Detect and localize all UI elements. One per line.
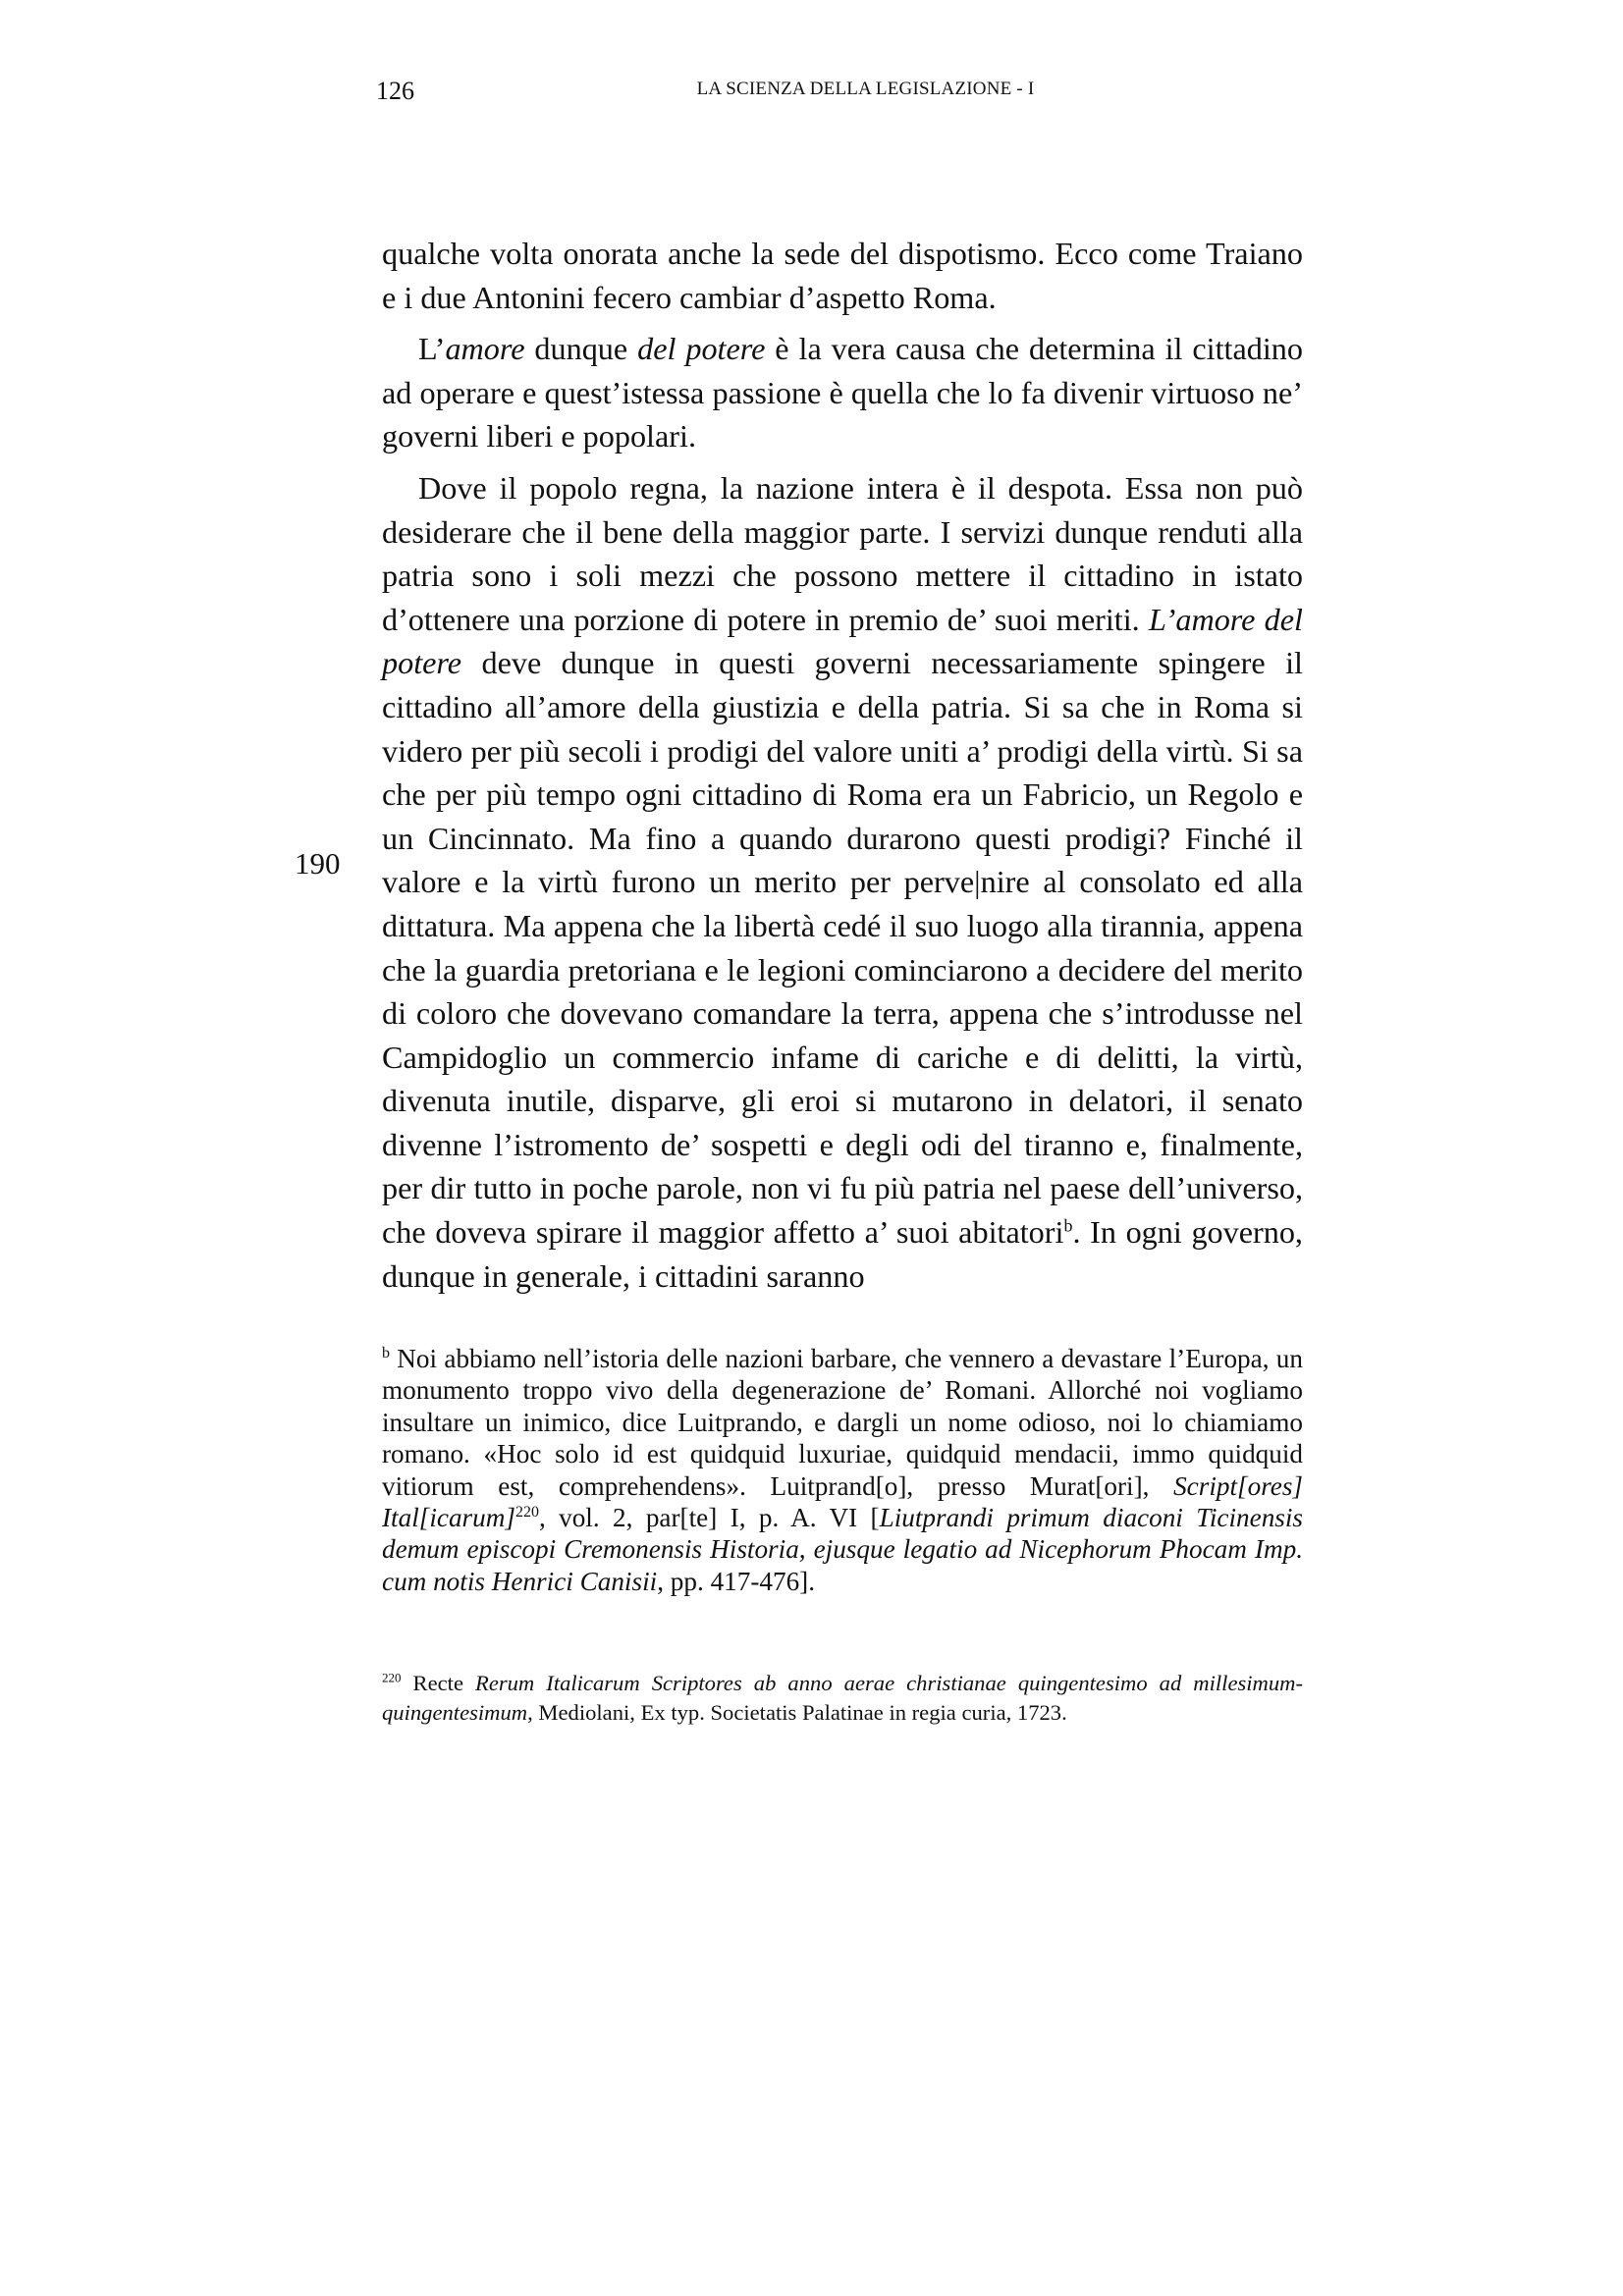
footnote-b-italic-1: Script[ores] Ital[icarum]	[382, 1470, 1303, 1533]
footnote-b-t3: , pp. 417-476].	[657, 1566, 816, 1596]
footnote-b-marker: b	[382, 1344, 390, 1362]
footnote-b-t2: , vol. 2, par[te] I, p. A. VI [	[538, 1503, 880, 1533]
p3-text-b: deve dunque in questi governi necessariamente spingere il cittadino all’amore della giustizia e della patria. Si sa che in Roma si videro per più secoli i prodigi del valore uniti a’ prodigi della virtù. Si sa che per più tempo ogni cittadino di Roma era un Fabricio, un Regolo e un Cincinnato. Ma fino a quando durarono questi prodigi? Finché il valore e la virtù furono un merito per perve|nire al consolato ed alla dittatura. Ma appena che la libertà cedé il suo luogo alla tirannia, appena che la guardia pretoriana e le legioni cominciarono a decidere del merito di coloro che dovevano comandare la terra, appena che s’introdusse nel Campidoglio un commercio infame di cariche e di delitti, la virtù, divenuta inutile, disparve, gli eroi si mutarono in delatori, il senato divenne l’istromento de’ sospetti e degli odi del tiranno e, finalmente, per dir tutto in poche parole, non vi fu più patria nel paese dell’universo, che doveva spirare il maggior affetto a’ suoi abitatori	[382, 645, 1303, 1251]
page-number: 126	[376, 77, 414, 105]
editorial-note-220	[382, 1669, 1303, 1728]
paragraph-1: qualche volta onorata anche la sede del dispotismo. Ecco come Traiano e i due Antonini fecero cambiar d’aspetto Roma.	[382, 236, 1303, 315]
editorial-note-marker: 220	[382, 1670, 402, 1685]
footnote-b-italic-2: Liutprandi primum diaconi Ticinensis demum episcopi Cremonensis Historia, ejusque legatio ad Nicephorum Phocam Imp. cum notis Henrici Canisii	[382, 1503, 1303, 1596]
main-text	[382, 232, 1303, 1298]
footnote-b-t1: Noi abbiamo nell’istoria delle nazioni barbare, che vennero a devastare l’Europa, un monumento troppo vivo della degenerazione de’ Romani. Allorché noi vogliamo insultare un inimico, dice Luitprando, e dargli un nome odioso, noi lo chiamiamo romano. «Hoc solo id est quidquid luxuriae, quidquid mendacii, immo quidquid vitiorum est, comprehendens». Luitprand[o], presso Murat[ori],	[382, 1344, 1303, 1501]
p2-text-a: L’	[418, 331, 446, 367]
p2-italic-del-potere: del potere	[637, 331, 766, 367]
editorial-note-t2: , Mediolani, Ex typ. Societatis Palatinae in regia curia, 1723.	[527, 1700, 1067, 1725]
footnote-b	[382, 1343, 1303, 1597]
editorial-note-italic: Rerum Italicarum Scriptores ab anno aerae christianae quingentesimo ad millesimum-quingentesimum	[382, 1671, 1303, 1725]
paragraph-2	[382, 327, 1303, 458]
margin-page-reference: 190	[295, 846, 341, 881]
p3-italic-amore-del-potere: L’amore del potere	[382, 601, 1303, 681]
p2-text-c: è la vera causa che determina il cittadino ad operare e quest’istessa passione è quella che lo fa divenir virtuoso ne’ governi liberi e popolari.	[382, 331, 1303, 454]
footnote-ref-220: 220	[514, 1503, 539, 1521]
editorial-note-text	[382, 1669, 1303, 1728]
footnote-b-text	[382, 1343, 1303, 1597]
paragraph-3	[382, 466, 1303, 1298]
p2-italic-amore: amore	[445, 331, 525, 367]
running-title-text: LA SCIENZA DELLA LEGISLAZIONE - I	[696, 79, 1035, 99]
footnote-ref-b: b	[1063, 1215, 1073, 1236]
p3-text-c: . In ogni governo, dunque in generale, i cittadini saranno	[382, 1214, 1303, 1294]
running-title	[0, 79, 1623, 100]
p3-text-a: Dove il popolo regna, la nazione intera è il despota. Essa non può desiderare che il bene della maggior parte. I servizi dunque renduti alla patria sono i soli mezzi che possono mettere il cittadino in istato d’ottenere una porzione di potere in premio de’ suoi meriti.	[382, 469, 1303, 637]
p2-text-b: dunque	[524, 331, 638, 367]
editorial-note-t1: Recte	[401, 1671, 476, 1695]
